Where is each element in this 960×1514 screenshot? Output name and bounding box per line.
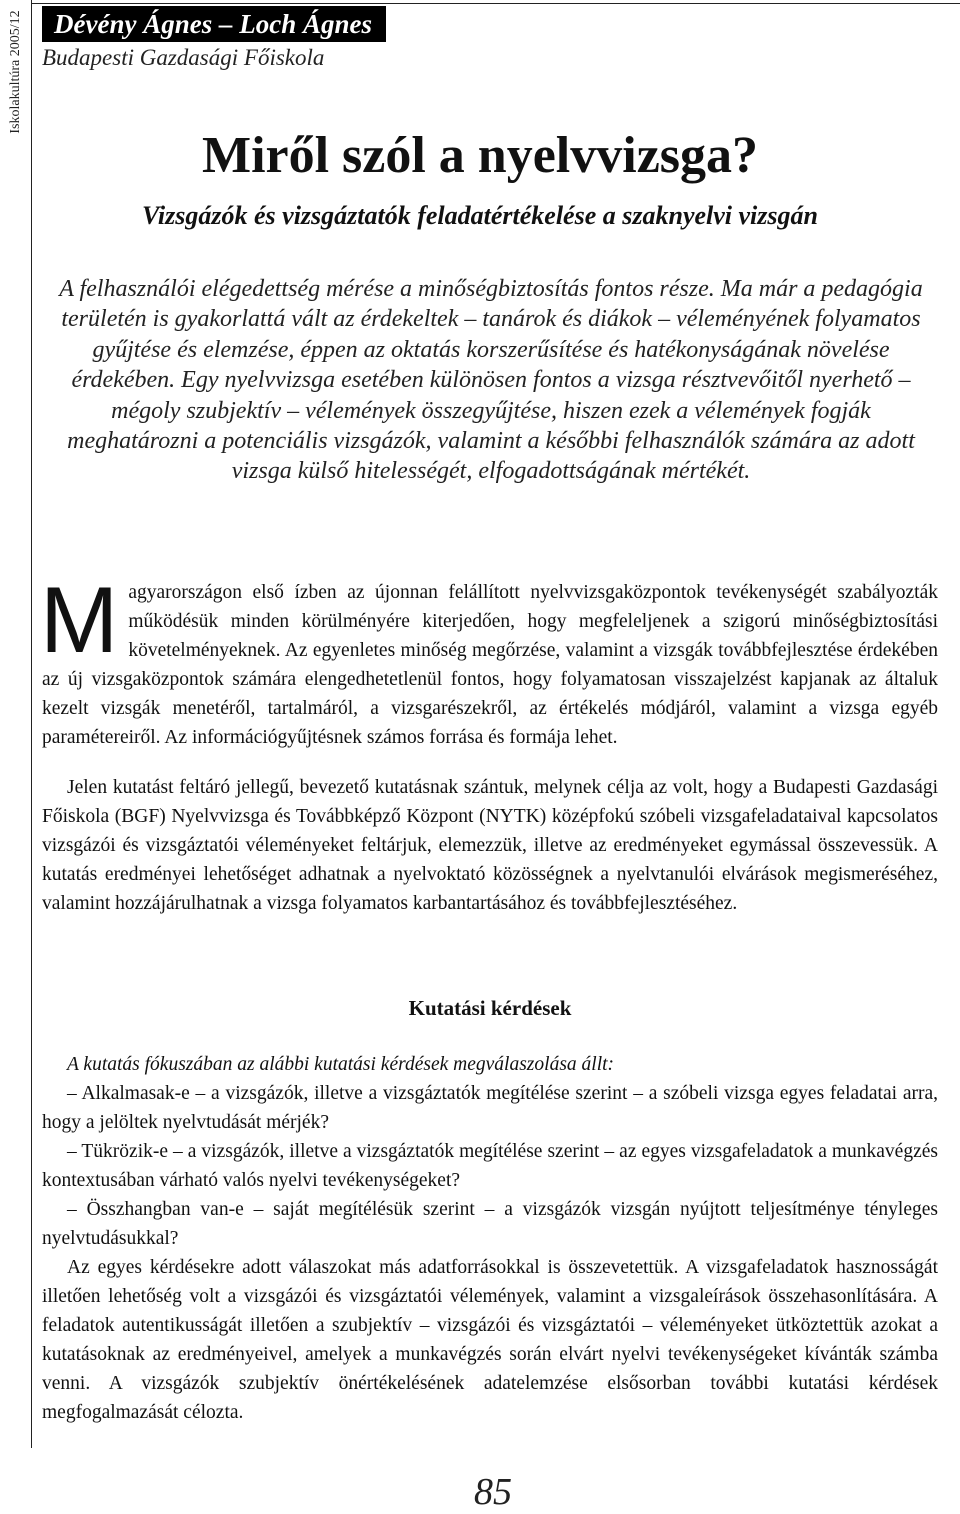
top-rule [31,3,960,4]
authors-banner: Dévény Ágnes – Loch Ágnes [42,6,386,42]
research-questions-block [42,1050,938,1427]
research-intro: A kutatás fókuszában az alábbi kutatási kérdések megválaszolása állt: [67,1054,615,1075]
research-closing: Az egyes kérdésekre adott válaszokat más adatforrásokkal is összevetettük. A vizsgafeladatok hasznosságát illetően lehetőség volt a vizsgázói és vizsgáztatói vélemények, valamint a vizsgaleírások összehasonlítására. A feladatok autentikusságát illetően a szubjektív – vizsgázói és vizsgáztatói – véleményeket ütköztettük azokat a kutatásoknak az eredményeivel, amelyek a munkavégzés során elvárt nyelvi tevékenységeket kívánták számba venni. A vizsgázók szubjektív önértékelésének adatelemzése elsősorban további kutatási kérdések megfogalmazását célozta. [42,1257,938,1423]
research-question-1: – Alkalmasak-e – a vizsgázók, illetve a vizsgáztatók megítélése szerint – a szóbeli vizsga egyes feladatai arra, hogy a jelöltek nyelvtudását mérjék? [42,1083,938,1133]
research-question-2: – Tükrözik-e – a vizsgázók, illetve a vizsgáztatók megítélése szerint – az egyes vizsgafeladatok a munkavégzés kontextusában várható valós nyelvi tevékenységeket? [42,1141,938,1191]
abstract: A felhasználói elégedettség mérése a minőségbiztosítás fontos része. Ma már a pedagógia területén is gyakorlattá vált az érdekeltek – tanárok és diákok – véleményének folyamatos gyűjtése és elemzése, éppen az oktatás korszerűsítése és hatékonyságának növelése érdekében. Egy nyelvvizsga esetében különösen fontos a vizsga résztvevőitől nyerhető – mégoly szubjektív – vélemények összegyűjtése, hiszen ezek a vélemények fogják meghatározni a potenciális vizsgázók, valamint a későbbi felhasználók számára az adott vizsga külső hitelességét, elfogadottságának mértékét. [59,276,923,485]
body-paragraph-1 [40,567,938,752]
body-paragraph-2 [42,773,938,918]
affiliation: Budapesti Gazdasági Főiskola [42,45,325,70]
paragraph-2-text: Jelen kutatást feltáró jellegű, bevezető kutatásnak szántuk, melynek célja az volt, hogy a Budapesti Gazdasági Főiskola (BGF) Nyelvvizsga és Továbbképző Központ (NYTK) középfokú szóbeli vizsgafeladataival kapcsolatos vizsgázói és vizsgáztatói véleményeket feltárjuk, elemezzük, illetve az eredményeket egymással összevessük. A kutatás eredményei lehetőséget adhatnak a nyelvoktató közösségnek a nyelvtanulói elvárások megismeréséhez, valamint hozzájárulhatnak a vizsga folyamatos karbantartásához és továbbfejlesztéséhez. [42,777,938,914]
article-subtitle: Vizsgázók és vizsgáztatók feladatértékelése a szaknyelvi vizsgán [142,201,818,230]
paragraph-1-text: agyarországon első ízben az újonnan felállított nyelvvizsgaközpontok tevékenységét szabályozták működésük minden körülményére kiterjedően, hogy megfeleljenek a szigorú minőségbiztosítási követelményeknek. Az egyenletes minőség megőrzése, valamint a vizsgák továbbfejlesztése érdekében az új vizsgaközpontok számára elengedhetetlenül fontos, hogy folyamatosan visszajelzést kapjanak az általuk kezelt vizsgák menetéről, tartalmáról, a vizsgarészekről, az értékelés módjáról, valamint a vizsga egyéb paramétereiről. Az információgyűjtésnek számos forrása és formája lehet. [42,582,938,748]
page-number: 85 [474,1471,512,1513]
article-title: Miről szól a nyelvvizsga? [201,127,759,184]
section-heading: Kutatási kérdések [408,996,572,1020]
journal-label: Iskolakultúra 2005/12 [8,10,23,134]
drop-cap: M [40,567,119,672]
research-question-3: – Összhangban van-e – saját megítélésük szerint – a vizsgázók vizsgán nyújtott teljesítménye tényleges nyelvtudásukkal? [42,1199,938,1249]
